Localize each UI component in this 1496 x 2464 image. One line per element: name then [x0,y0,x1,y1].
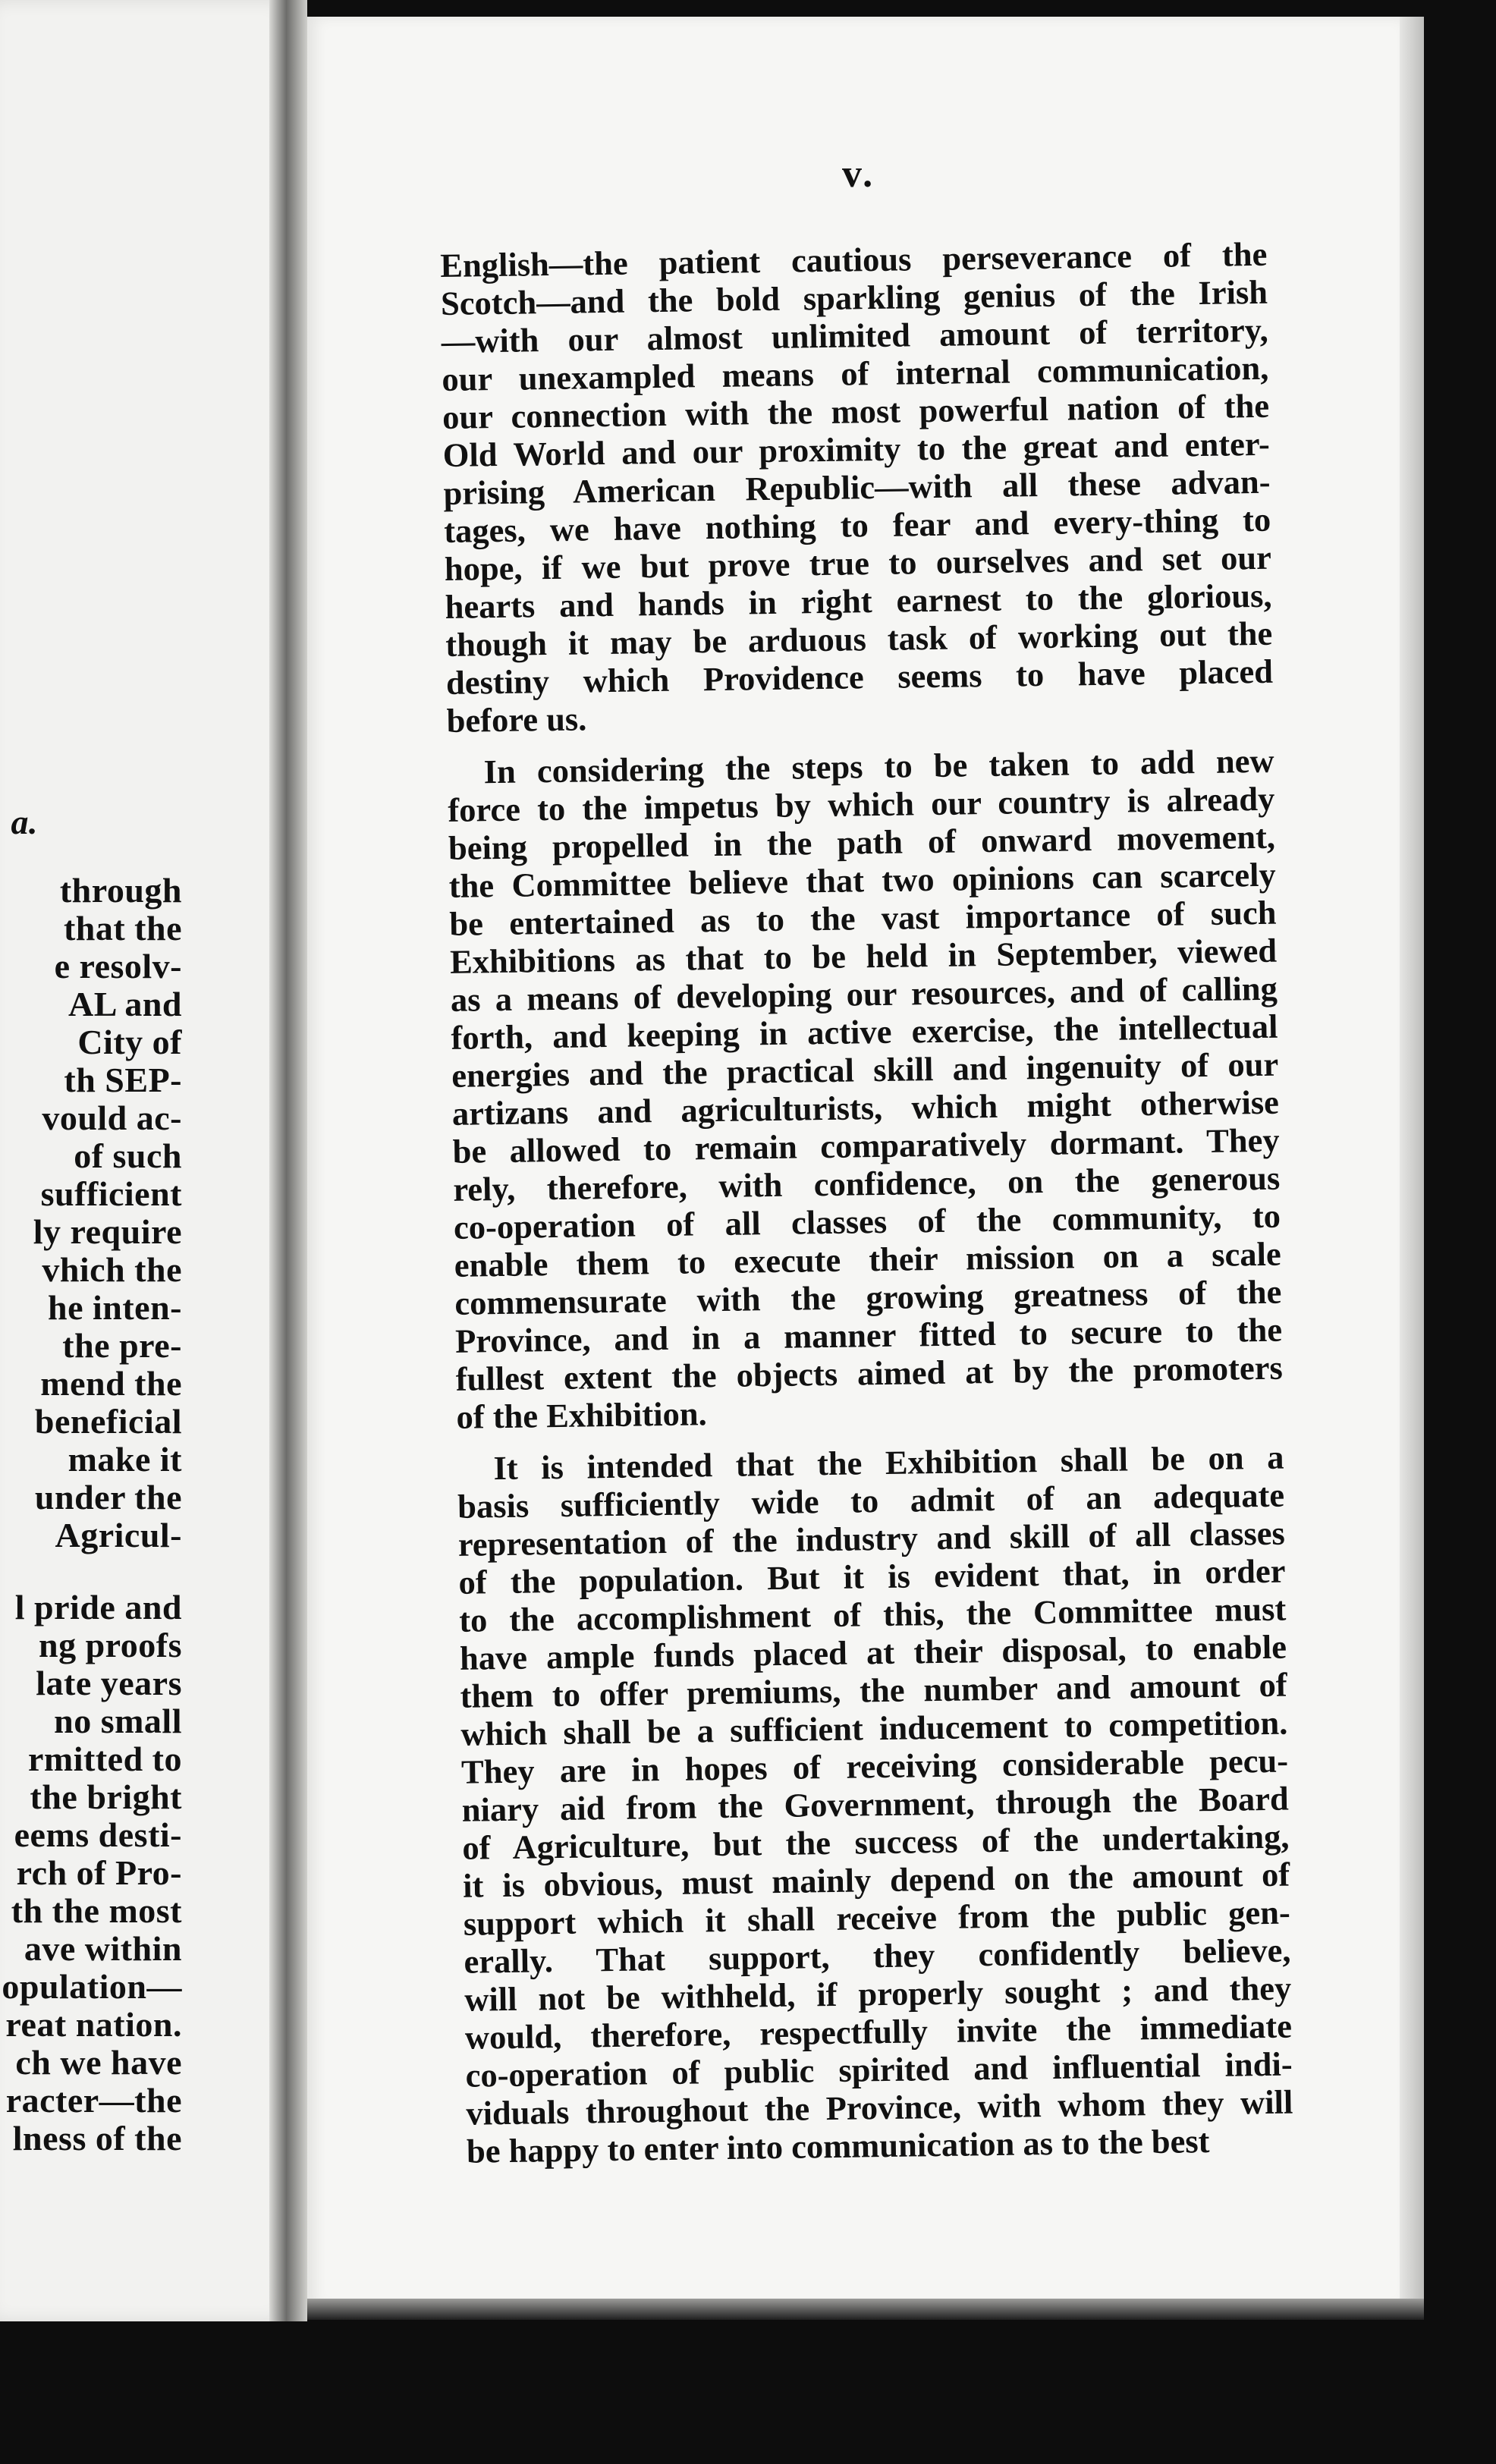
text-line: of the Exhibition. [456,1394,707,1436]
text-line: be allowed to remain comparatively dormant. They [452,1120,1280,1171]
text-line: hearts and hands in right earnest to the glorious, [445,576,1272,626]
left-page-fragment: late years [36,1664,182,1702]
page-edge [1400,17,1424,2315]
left-page-fragment: vould ac- [42,1098,182,1137]
text-line: the Committee believe that two opinions can scarcely [448,855,1277,905]
text-line: hope, if we but prove true to ourselves and set our [444,538,1272,588]
text-line: have ample funds placed at their disposal, to enable [459,1627,1287,1677]
text-line: forth, and keeping in active exercise, the intellectual [451,1007,1278,1057]
left-page-fragment: that the [63,909,182,948]
left-page-fragment: opulation— [2,1967,182,2006]
page-bottom-shadow [307,2299,1424,2320]
text-line: Exhibitions as that to be held in September, viewed [449,931,1278,981]
text-line: though it may be arduous task of working out the [445,614,1273,664]
text-line: them to offer premiums, the number and amount of [460,1665,1287,1715]
left-page-fragment: Agricul- [55,1516,182,1554]
text-line: English—the patient cautious perseverance of the [440,234,1268,284]
left-page-fragment: ly require [33,1212,182,1251]
text-line: will not be withheld, if properly sought ; and they [464,1969,1292,2019]
text-line: be entertained as to the vast importance of such [449,893,1277,943]
left-page-fragment: no small [54,1702,182,1740]
text-line: commensurate with the growing greatness of the [454,1272,1282,1322]
text-line: viduals throughout the Province, with whom they will [466,2082,1293,2132]
text-line: Old World and our proximity to the great and enter- [442,424,1271,474]
left-page-fragment: make it [68,1440,182,1479]
text-line: our unexampled means of internal communication, [442,348,1269,398]
left-page-fragment: City of [77,1023,182,1061]
text-line: energies and the practical skill and ingenuity of our [451,1045,1279,1095]
left-page-fragment: beneficial [34,1402,182,1441]
book-gutter [269,0,307,2321]
left-page-fragment: the pre- [62,1326,182,1365]
left-page-fragment: rch of Pro- [16,1853,182,1892]
text-line: enable them to execute their mission on a scale [454,1234,1281,1284]
text-line: being propelled in the path of onward movement, [448,817,1276,867]
left-page-fragment: mend the [40,1364,182,1403]
text-line: co-operation of all classes of the community, to [453,1196,1281,1246]
page-number: v. [842,152,876,196]
text-line: be happy to enter into communication as to the best [466,2122,1210,2170]
text-line: before us. [446,699,587,740]
left-page-fragment: through [59,871,182,910]
text-line: representation of the industry and skill of all classes [457,1513,1286,1564]
text-line: our connection with the most powerful nation of the [442,386,1270,436]
text-line: niary aid from the Government, through the Board [461,1779,1290,1829]
paragraph [447,742,1283,1436]
text-line: In considering the steps to be taken to add new [483,741,1274,791]
left-page-fragment: l pride and [14,1588,182,1626]
text-line: tages, we have nothing to fear and every-thing to [443,500,1271,550]
left-page-fragment: ave within [24,1929,182,1968]
text-line: basis sufficiently wide to admit of an adequate [457,1476,1285,1526]
text-line: Province, and in a manner fitted to secure to the [454,1310,1283,1360]
left-page-fragment: ch we have [15,2043,182,2082]
text-line: to the accomplishment of this, the Committee must [458,1589,1287,1639]
text-line: co-operation of public spirited and influential indi- [465,2044,1293,2095]
left-page-fragment: th the most [11,1891,182,1930]
paragraph [457,1438,1293,2170]
text-line: as a means of developing our resources, and of calling [450,969,1278,1019]
text-line: fullest extent the objects aimed at by the promoters [455,1348,1284,1398]
text-line: erally. That support, they confidently believe, [464,1931,1291,1981]
text-line: would, therefore, respectfully invite the immediate [464,2007,1293,2057]
left-page-fragment: AL and [68,985,182,1023]
left-page-fragment: reat nation. [5,2005,182,2044]
text-line: rely, therefore, with confidence, on the generous [453,1158,1281,1208]
left-page [0,0,296,2321]
left-page-fragment: rmitted to [28,1740,182,1778]
text-line: It is intended that the Exhibition shall be on a [493,1438,1284,1488]
text-line: They are in hopes of receiving considerable pecu- [460,1741,1289,1791]
text-line: of Agriculture, but the success of the undertaking, [462,1817,1290,1867]
left-page-fragment: th SEP- [64,1061,182,1099]
text-line: support which it shall receive from the public gen- [463,1893,1291,1943]
left-page-fragment: e resolv- [54,947,182,985]
left-page-fragment: a. [11,803,38,841]
left-page-fragment: the bright [30,1777,182,1816]
text-line: force to the impetus by which our country is already [448,779,1275,829]
left-page-fragment: sufficient [40,1174,182,1213]
left-page-fragment: eems desti- [14,1815,182,1854]
left-page-fragment: ng proofs [39,1626,182,1664]
text-line: prising American Republic—with all these advan- [443,462,1271,512]
text-line: of the population. But it is evident that, in order [458,1551,1286,1601]
text-line: which shall be a sufficient inducement to competition. [460,1703,1288,1753]
text-line: it is obvious, must mainly depend on the amount of [462,1855,1290,1905]
left-page-fragment: of such [74,1136,182,1175]
left-page-fragment: he inten- [48,1288,182,1327]
body-text [440,235,1293,2170]
left-page-fragment: vhich the [42,1250,182,1289]
left-page-fragment: lness of the [12,2119,182,2158]
text-line: artizans and agriculturists, which might otherwise [451,1083,1280,1133]
text-line: —with our almost unlimited amount of territory, [441,310,1268,360]
text-line: destiny which Providence seems to have placed [445,652,1274,702]
paragraph [440,235,1274,740]
text-line: Scotch—and the bold sparkling genius of the Irish [440,272,1268,322]
left-page-fragment: under the [34,1478,182,1516]
left-page-fragment: racter—the [5,2081,182,2120]
